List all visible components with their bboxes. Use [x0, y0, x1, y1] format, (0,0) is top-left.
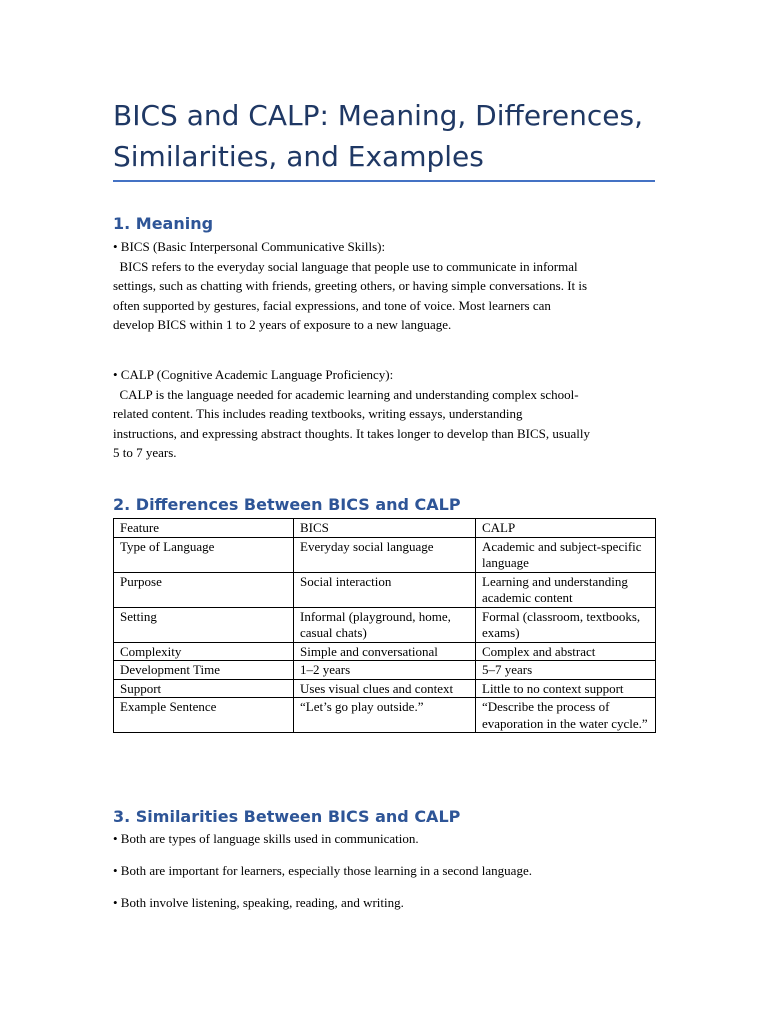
- table-header-cell: BICS: [294, 519, 476, 538]
- table-row: [114, 572, 656, 607]
- calp-text-line: related content. This includes reading textbooks, writing essays, understanding: [113, 406, 523, 421]
- table-cell: Formal (classroom, textbooks, exams): [476, 607, 656, 642]
- table-cell: Academic and subject-specific language: [476, 537, 656, 572]
- title-line-1: BICS and CALP: Meaning, Differences,: [113, 99, 644, 132]
- table-cell: “Let’s go play outside.”: [294, 698, 476, 733]
- bics-text-line: settings, such as chatting with friends, greeting others, or having simple conversations. It is: [113, 278, 588, 293]
- table-cell: Simple and conversational: [294, 642, 476, 661]
- calp-text-line: instructions, and expressing abstract thoughts. It takes longer to develop than BICS, usually: [113, 425, 590, 441]
- table-row: [114, 537, 656, 572]
- table-row: [114, 661, 656, 680]
- section-heading-similarities: 3. Similarities Between BICS and CALP: [113, 807, 461, 826]
- document-title: [113, 95, 673, 177]
- table-cell: Informal (playground, home, casual chats): [294, 607, 476, 642]
- title-underline: [113, 180, 655, 182]
- calp-text-line: 5 to 7 years.: [113, 445, 177, 460]
- calp-label: • CALP (Cognitive Academic Language Proficiency):: [113, 367, 394, 382]
- table-cell: Setting: [114, 607, 294, 642]
- table-cell: Little to no context support: [476, 679, 656, 698]
- table-row: [114, 698, 656, 733]
- table-cell: Purpose: [114, 572, 294, 607]
- table-cell: Uses visual clues and context: [294, 679, 476, 698]
- table-cell: 5–7 years: [476, 661, 656, 680]
- table-cell: “Describe the process of evaporation in the water cycle.”: [476, 698, 656, 733]
- table-cell: 1–2 years: [294, 661, 476, 680]
- bics-definition: [113, 237, 658, 335]
- section-heading-meaning: 1. Meaning: [113, 214, 214, 233]
- table-cell: Complex and abstract: [476, 642, 656, 661]
- calp-text-line: CALP is the language needed for academic learning and understanding complex school-: [113, 386, 579, 402]
- similarity-bullet: • Both are types of language skills used in communication.: [113, 831, 419, 846]
- bics-text-line: often supported by gestures, facial expressions, and tone of voice. Most learners can: [113, 297, 551, 313]
- table-cell: Development Time: [114, 661, 294, 680]
- table-row: [114, 679, 656, 698]
- table-row: [114, 642, 656, 661]
- table-header-row: [114, 519, 656, 538]
- table-cell: Complexity: [114, 642, 294, 661]
- table-row: [114, 607, 656, 642]
- similarity-bullet: • Both involve listening, speaking, reading, and writing.: [113, 895, 404, 910]
- table-cell: Support: [114, 679, 294, 698]
- table-cell: Social interaction: [294, 572, 476, 607]
- differences-table: [113, 518, 656, 733]
- table-header-cell: CALP: [476, 519, 656, 538]
- bics-label: • BICS (Basic Interpersonal Communicative Skills):: [113, 239, 386, 254]
- table-cell: Learning and understanding academic content: [476, 572, 656, 607]
- bics-text-line: BICS refers to the everyday social language that people use to communicate in informal: [113, 258, 578, 274]
- bics-text-line: develop BICS within 1 to 2 years of exposure to a new language.: [113, 317, 452, 332]
- calp-definition: [113, 365, 658, 463]
- table-header-cell: Feature: [114, 519, 294, 538]
- similarity-bullet: • Both are important for learners, especially those learning in a second language.: [113, 863, 532, 878]
- table-cell: Type of Language: [114, 537, 294, 572]
- section-heading-differences: 2. Differences Between BICS and CALP: [113, 495, 461, 514]
- table-cell: Everyday social language: [294, 537, 476, 572]
- table-cell: Example Sentence: [114, 698, 294, 733]
- title-line-2: Similarities, and Examples: [113, 140, 484, 173]
